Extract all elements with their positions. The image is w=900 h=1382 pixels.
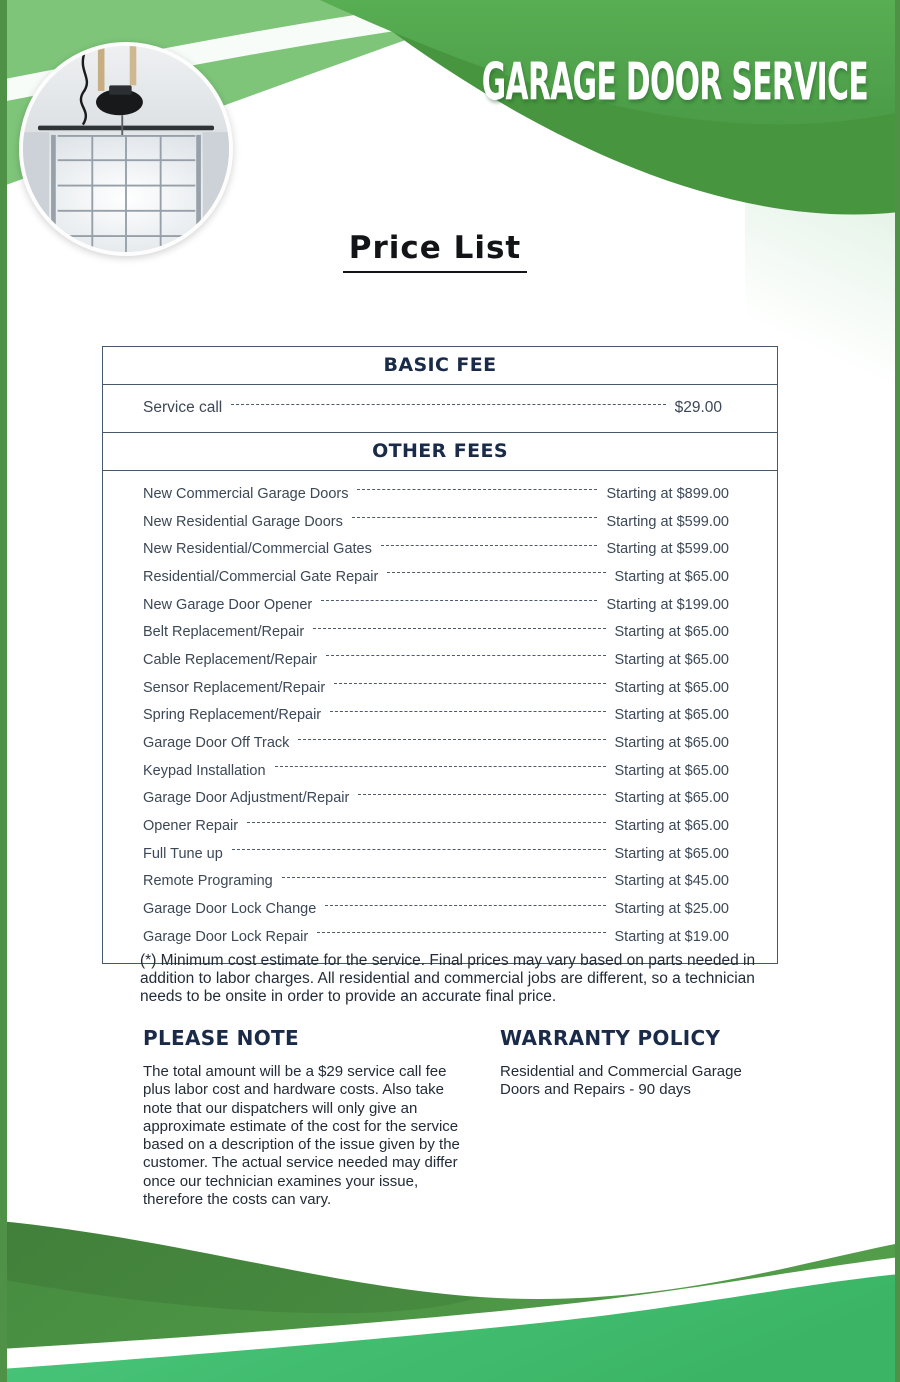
fee-price: Starting at $599.00 xyxy=(606,513,729,530)
dash-leader xyxy=(247,822,605,823)
fee-label: Cable Replacement/Repair xyxy=(143,651,318,668)
footnote: (*) Minimum cost estimate for the service. Final prices may vary based on parts needed in addition to labor charges. All residential and commercial jobs are different, so a technician needs to be onsite in order to provide an accurate final price. xyxy=(140,952,756,1005)
fee-price: Starting at $65.00 xyxy=(614,845,729,862)
fee-price: Starting at $25.00 xyxy=(614,901,729,918)
dash-leader xyxy=(231,404,665,405)
fee-label: Belt Replacement/Repair xyxy=(143,624,305,641)
dash-leader xyxy=(298,739,605,740)
dash-leader xyxy=(317,932,605,933)
fee-price: Starting at $599.00 xyxy=(606,541,729,558)
fee-label: Residential/Commercial Gate Repair xyxy=(143,568,379,585)
fee-label: New Residential Garage Doors xyxy=(143,513,343,530)
fee-row xyxy=(143,480,729,508)
warranty-section xyxy=(500,1026,762,1100)
price-table xyxy=(102,346,778,964)
warranty-heading: WARRANTY POLICY xyxy=(500,1026,721,1050)
garage-photo xyxy=(19,42,233,256)
fee-price: Starting at $65.00 xyxy=(614,818,729,835)
fee-label: Full Tune up xyxy=(143,845,223,862)
fee-row xyxy=(143,702,729,730)
please-note-section xyxy=(143,1026,467,1209)
dash-leader xyxy=(381,545,598,546)
fee-price: Starting at $65.00 xyxy=(614,624,729,641)
fee-row xyxy=(143,868,729,896)
fee-label: Spring Replacement/Repair xyxy=(143,707,322,724)
fee-price: Starting at $65.00 xyxy=(614,790,729,807)
warranty-body: Residential and Commercial Garage Doors and Repairs - 90 days xyxy=(500,1063,742,1099)
dash-leader xyxy=(352,517,598,518)
please-note-heading: PLEASE NOTE xyxy=(143,1026,299,1050)
fee-price: Starting at $65.00 xyxy=(614,679,729,696)
fee-row xyxy=(143,785,729,813)
dash-leader xyxy=(321,600,597,601)
fee-label: Garage Door Off Track xyxy=(143,735,290,752)
fee-row xyxy=(143,812,729,840)
fee-row xyxy=(143,646,729,674)
fee-row xyxy=(143,591,729,619)
fee-label: Service call xyxy=(143,399,223,416)
fee-price: Starting at $65.00 xyxy=(614,762,729,779)
fee-price: Starting at $199.00 xyxy=(606,596,729,613)
fee-label: Opener Repair xyxy=(143,818,239,835)
dash-leader xyxy=(357,489,597,490)
fee-label: Keypad Installation xyxy=(143,762,266,779)
fee-price: Starting at $19.00 xyxy=(614,928,729,945)
dash-leader xyxy=(325,905,605,906)
dash-leader xyxy=(326,655,605,656)
fee-label: Garage Door Lock Change xyxy=(143,901,317,918)
other-fees-list xyxy=(103,471,777,963)
fee-label: New Garage Door Opener xyxy=(143,596,313,613)
dash-leader xyxy=(232,849,606,850)
fee-row xyxy=(143,618,729,646)
fee-price: Starting at $45.00 xyxy=(614,873,729,890)
fee-label: New Residential/Commercial Gates xyxy=(143,541,372,558)
dash-leader xyxy=(313,628,605,629)
fee-label: Sensor Replacement/Repair xyxy=(143,679,326,696)
fee-label: Garage Door Lock Repair xyxy=(143,928,309,945)
dash-leader xyxy=(387,572,605,573)
fee-row xyxy=(143,535,729,563)
fee-row xyxy=(143,757,729,785)
dash-leader xyxy=(330,711,605,712)
fee-row xyxy=(143,895,729,923)
fee-row xyxy=(143,840,729,868)
basic-fee-heading: BASIC FEE xyxy=(383,354,497,376)
garage-interior-illustration xyxy=(23,46,229,252)
fee-row xyxy=(143,508,729,536)
right-edge-frame xyxy=(895,0,900,1382)
brand-title: GARAGE DOOR SERVICE xyxy=(481,51,868,113)
fee-row xyxy=(143,563,729,591)
fee-label: Remote Programing xyxy=(143,873,273,890)
fee-price: $29.00 xyxy=(674,399,722,416)
dash-leader xyxy=(358,794,605,795)
fee-price: Starting at $65.00 xyxy=(614,735,729,752)
fee-price: Starting at $65.00 xyxy=(614,707,729,724)
dash-leader xyxy=(282,877,606,878)
page-title: Price List xyxy=(343,230,527,273)
left-edge-frame xyxy=(0,0,7,1382)
fee-price: Starting at $65.00 xyxy=(614,651,729,668)
fee-price: Starting at $65.00 xyxy=(614,568,729,585)
fee-row xyxy=(143,923,729,951)
dash-leader xyxy=(275,766,606,767)
basic-fee-row xyxy=(103,385,777,432)
other-fees-heading: OTHER FEES xyxy=(372,440,508,462)
please-note-body: The total amount will be a $29 service call fee plus labor cost and hardware costs. Also take note that our dispatchers will only give an approximate estimate of the cost for the service based on a description of the issue given by the customer. The actual service needed may differ once our technician examines your issue, therefore the costs can vary. xyxy=(143,1063,460,1209)
fee-label: New Commercial Garage Doors xyxy=(143,485,349,502)
fee-row xyxy=(143,729,729,757)
fee-label: Garage Door Adjustment/Repair xyxy=(143,790,350,807)
fee-row xyxy=(143,674,729,702)
fee-price: Starting at $899.00 xyxy=(606,485,729,502)
dash-leader xyxy=(334,683,605,684)
